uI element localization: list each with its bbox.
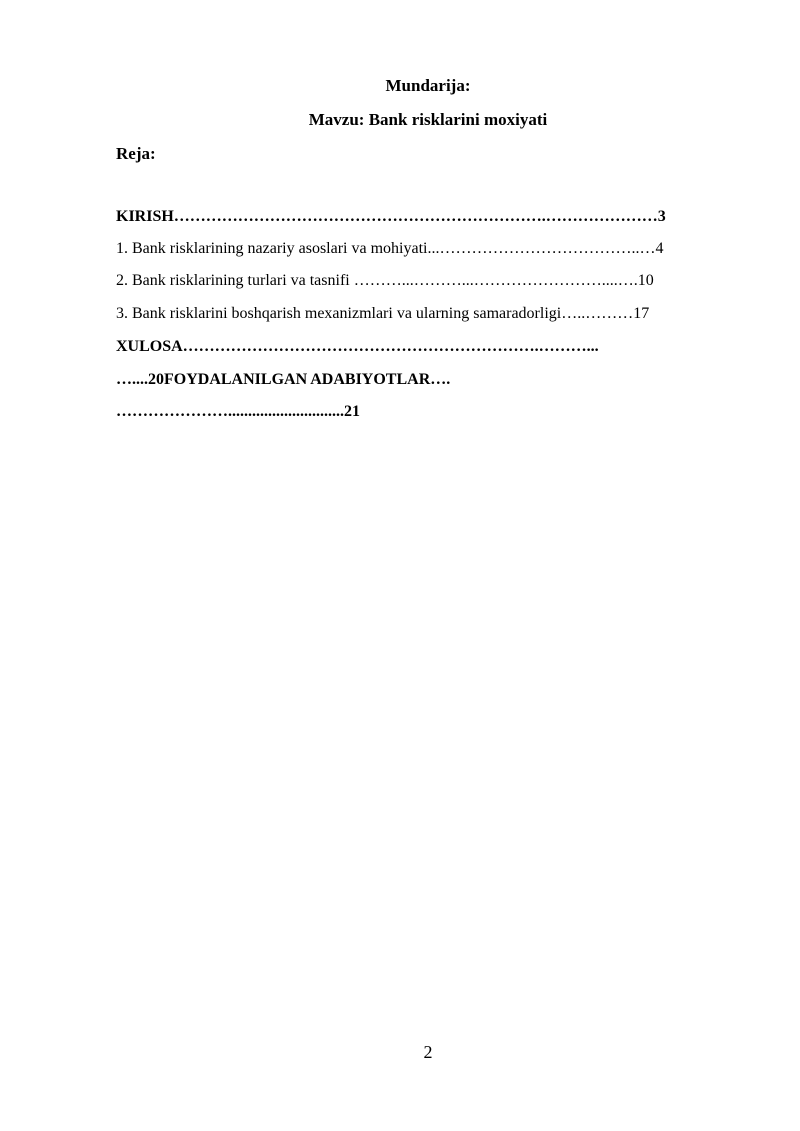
subject-title: Mavzu: Bank risklarini moxiyati: [308, 110, 548, 129]
page-number: 2: [423, 1042, 433, 1062]
toc-entry-chapter-3: [116, 305, 743, 323]
toc-entry-chapter-1: [116, 240, 743, 258]
toc-heading: Mundarija:: [385, 76, 471, 95]
toc-entry-conclusion: [116, 338, 743, 356]
plan-label: Reja:: [116, 144, 156, 163]
toc-entry-intro: [116, 208, 743, 226]
toc-entry-references-page-text: ………………….............................21: [116, 403, 360, 420]
toc-entry-conclusion-page-and-references: [116, 371, 743, 389]
toc-entry-references-page: [116, 403, 743, 421]
toc-entry-conclusion-text: XULOSA………………………………………………………….………...: [116, 338, 599, 355]
toc-entry-chapter-2: [116, 272, 743, 290]
toc-entry-chapter-2-text: 2. Bank risklarining turlari va tasnifi ………...………...……………………....….10: [116, 272, 654, 289]
toc-entry-chapter-1-text: 1. Bank risklarining nazariy asoslari va mohiyati...………………………………..…4: [116, 240, 664, 257]
toc-entry-references-text: …....20FOYDALANILGAN ADABIYOTLAR….: [116, 371, 451, 388]
toc-entry-chapter-3-text: 3. Bank risklarini boshqarish mexanizmlari va ularning samaradorligi…..………17: [116, 305, 650, 322]
toc-entry-intro-text: KIRISH…………………………………………………………….…………………3: [116, 208, 666, 225]
